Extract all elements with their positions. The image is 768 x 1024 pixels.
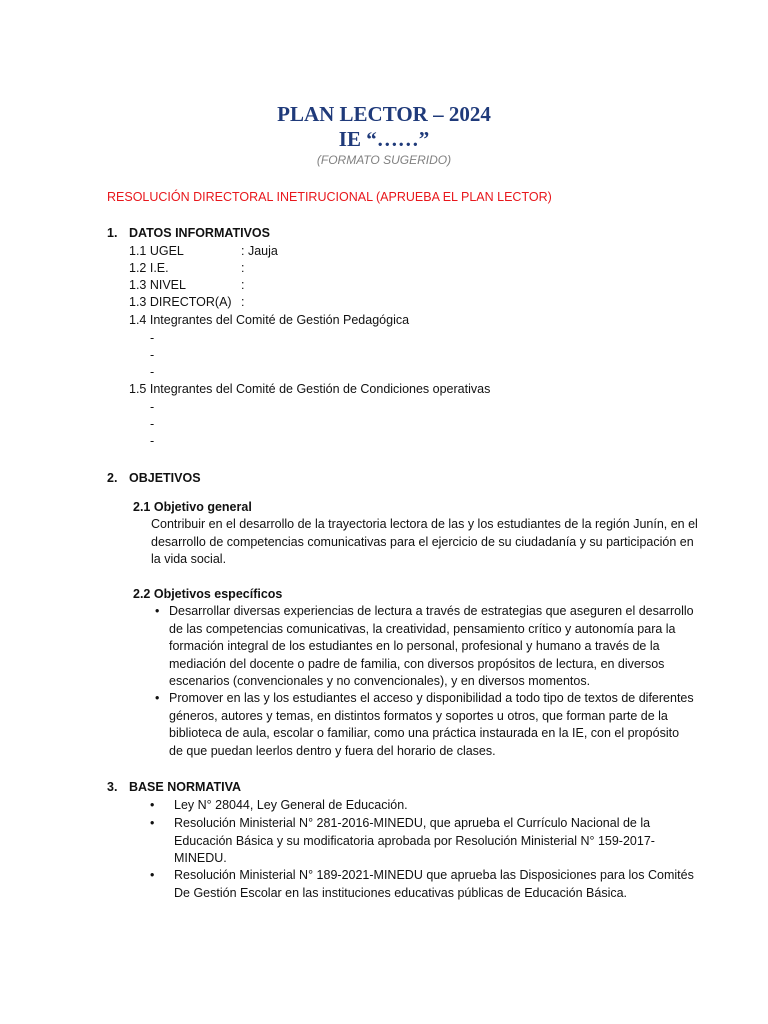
field-value: : [241,295,245,309]
legal-basis-text: Resolución Ministerial N° 281-2016-MINEDU, que aprueba el Currículo Nacional de la Educación Básica y su modificatoria aprobada por Resolución Ministerial N° 159-2017-MINEDU. [174,816,655,865]
bullet-icon: • [150,816,155,830]
specific-objective-text: Desarrollar diversas experiencias de lectura a través de estrategias que aseguren el desarrollo de las competencias comunicativas, la creatividad, pensamiento crítico y autonomía para la formación integral de los estudiantes en lo personal, profesional y humano a través de la mediación del docente o padre de familia, con diversos propósitos de lectura, en diversos escenarios (convencionales y no convencionales), y en diversos momentos. [169,604,694,688]
legal-basis-text: Resolución Ministerial N° 189-2021-MINEDU que aprueba las Disposiciones para los Comités De Gestión Escolar en las instituciones educativas públicas de Educación Básica. [174,868,694,900]
general-objective-text: Contribuir en el desarrollo de la trayectoria lectora de las y los estudiantes de la región Junín, en el desarrollo de competencias comunicativas para el ejercicio de su ciudadanía y su participación en la vida social. [151,517,698,566]
bullet-icon: • [155,691,160,705]
resolution-line: RESOLUCIÓN DIRECTORAL INETIRUCIONAL (APRUEBA EL PLAN LECTOR) [107,190,552,204]
committee-operative-dash: - [150,417,155,431]
field-director [129,294,244,311]
format-subtitle: (FORMATO SUGERIDO) [316,153,452,167]
section-2-number: 2. [107,471,118,485]
section-2-title: OBJETIVOS [129,471,201,485]
field-value: : [241,261,245,275]
section-1-title: DATOS INFORMATIVOS [129,226,270,240]
field-ugel [129,243,278,260]
field-ie [129,260,244,277]
legal-basis-item [150,867,694,902]
plan-ie-title: IE “……” [338,127,430,151]
bullet-icon: • [150,868,155,882]
specific-objective-item [155,603,701,691]
field-nivel [129,277,244,294]
legal-basis-item [150,815,694,868]
section-3-number: 3. [107,780,118,794]
plan-title: PLAN LECTOR – 2024 [277,102,491,126]
general-objective-heading: 2.1 Objetivo general [133,500,252,514]
legal-basis-text: Ley N° 28044, Ley General de Educación. [174,798,408,812]
specific-objective-text: Promover en las y los estudiantes el acceso y disponibilidad a todo tipo de textos de diferentes géneros, autores y temas, en distintos formatos y soportes u otros, que forman parte de la biblioteca de aula, escolar o familiar, como una práctica instaurada en la IE, con el propósito de que puedan leerlos dentro y fuera del horario de clases. [169,691,694,758]
field-value: : [241,278,245,292]
committee-operative-dash: - [150,434,155,448]
bullet-icon: • [150,798,155,812]
section-1-number: 1. [107,226,118,240]
field-value: : Jauja [241,244,278,258]
bullet-icon: • [155,604,160,618]
specific-objectives-heading: 2.2 Objetivos específicos [133,587,283,601]
field-label: 1.3 DIRECTOR(A) [129,295,232,309]
specific-objective-item [155,690,695,760]
committee-pedagogic-dash: - [150,348,155,362]
committee-pedagogic-heading: 1.4 Integrantes del Comité de Gestión Pedagógica [129,313,410,327]
field-label: 1.2 I.E. [129,261,169,275]
committee-pedagogic-dash: - [150,331,155,345]
field-label: 1.3 NIVEL [129,278,186,292]
field-label: 1.1 UGEL [129,244,184,258]
committee-operative-heading: 1.5 Integrantes del Comité de Gestión de Condiciones operativas [129,382,491,396]
legal-basis-item [150,797,694,815]
section-3-title: BASE NORMATIVA [129,780,242,794]
committee-pedagogic-dash: - [150,365,155,379]
committee-operative-dash: - [150,400,155,414]
